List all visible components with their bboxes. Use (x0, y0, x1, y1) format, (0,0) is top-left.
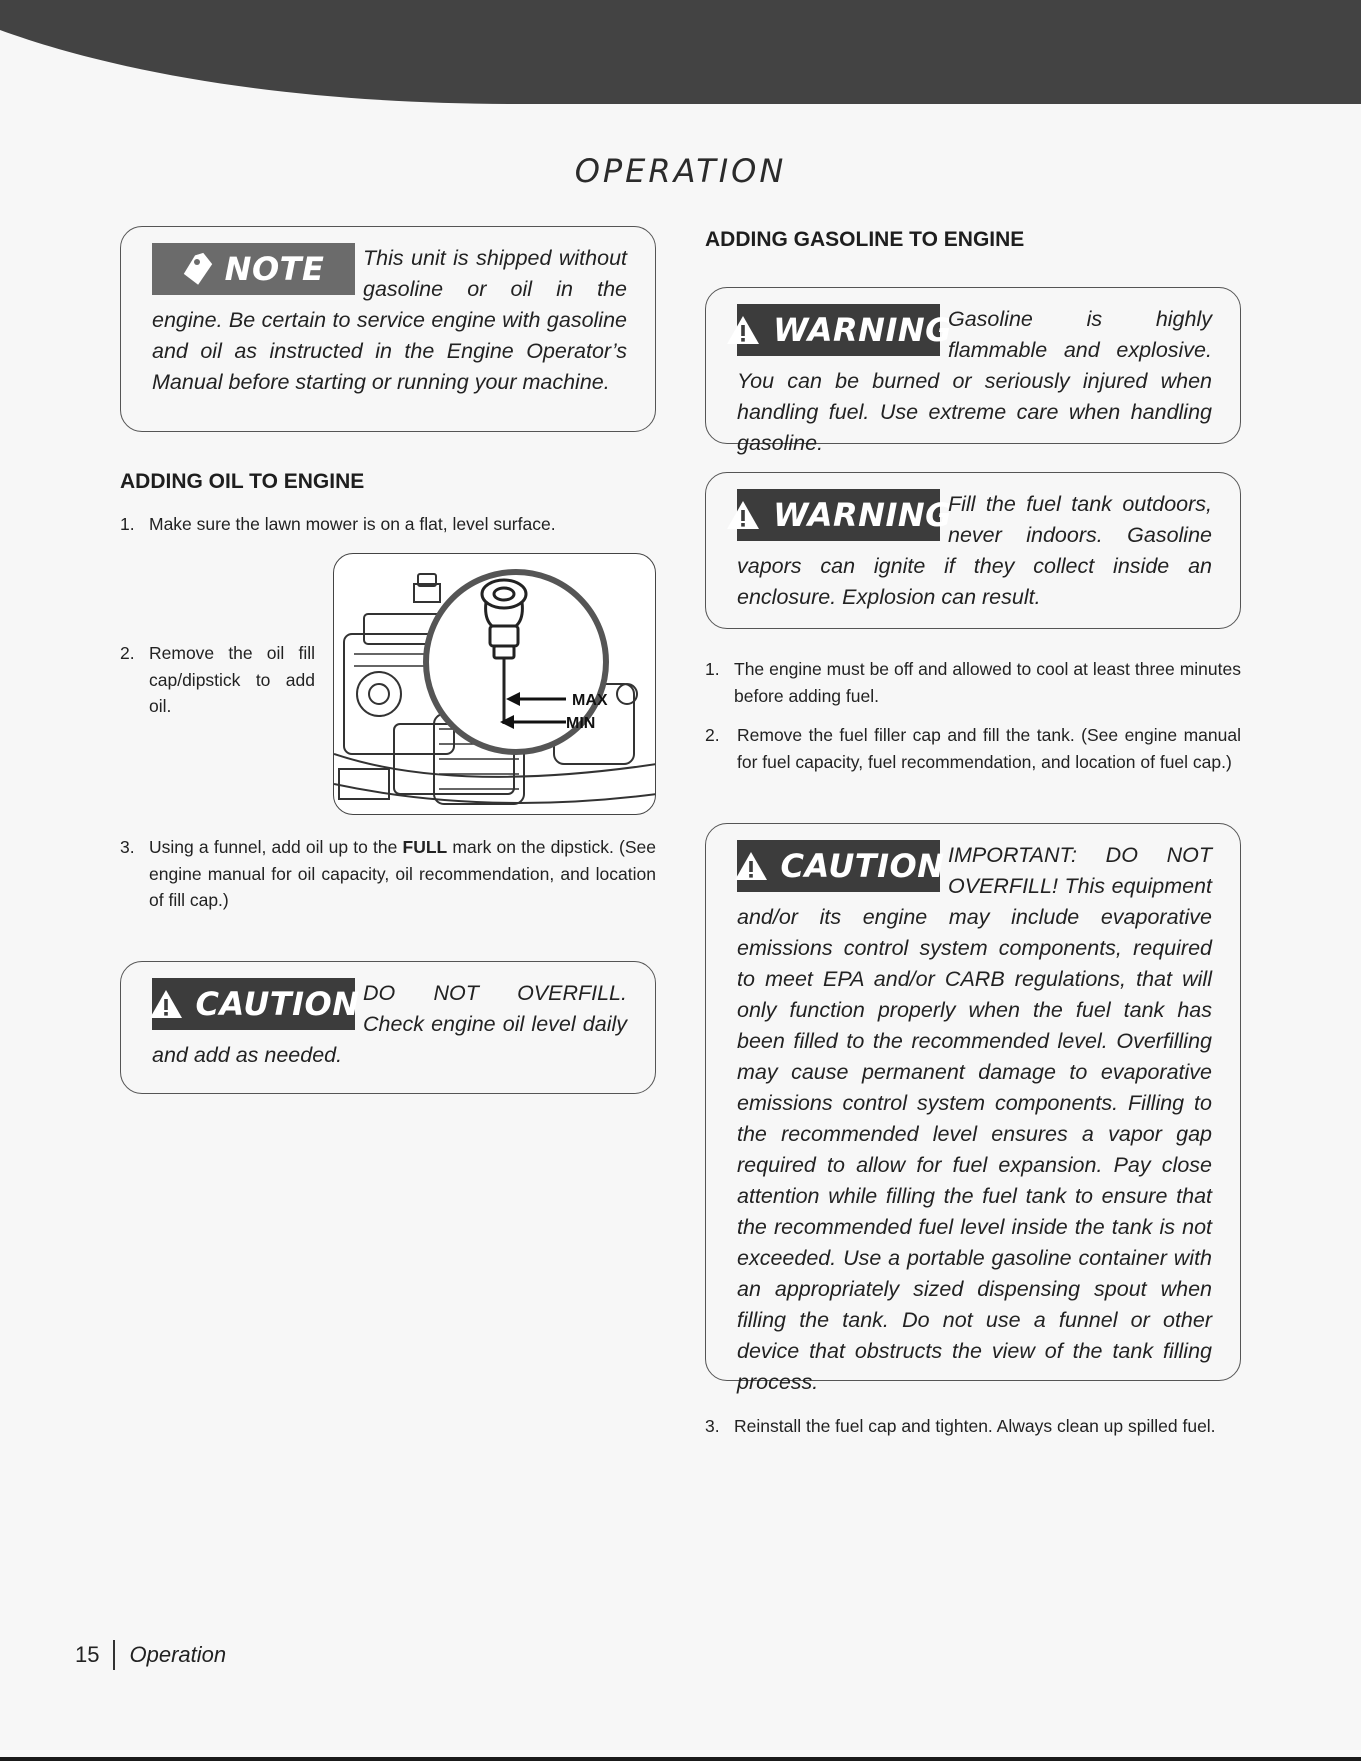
gas-step-2 (705, 722, 1241, 775)
engine-dipstick-illustration (333, 553, 656, 815)
oil-step-1 (120, 511, 660, 538)
oil-section-heading: ADDING OIL TO ENGINE (120, 470, 365, 493)
note-box (120, 226, 656, 432)
gas-caution-badge (737, 840, 945, 892)
oil-step-3-text: Using a funnel, add oil up to the (149, 837, 403, 857)
gas-warning-2-badge (737, 489, 952, 541)
oil-caution-badge-label: CAUTION (195, 985, 360, 1023)
gas-warning-1-badge (737, 304, 952, 356)
oil-step-2 (120, 640, 315, 720)
tag-icon (183, 251, 213, 287)
gas-section-heading: ADDING GASOLINE TO ENGINE (705, 228, 1025, 251)
bottom-rule (0, 1757, 1361, 1761)
page-number: 15 (75, 1642, 100, 1667)
warning-triangle-icon (725, 499, 761, 531)
gas-step-2-number: 2. (705, 725, 720, 745)
gas-warning-box-1 (705, 287, 1241, 455)
gas-warning-1-badge-label: WARNING (773, 311, 952, 349)
gas-caution-box (705, 823, 1241, 1394)
oil-step-3 (120, 834, 656, 914)
dipstick-min-label: MIN (566, 715, 596, 732)
oil-step-1-text: Make sure the lawn mower is on a flat, level surface. (149, 514, 556, 534)
oil-caution-text: DO NOT OVERFILL. Check engine oil level daily and add as needed. (152, 981, 627, 1067)
oil-step-2-text: Remove the oil fill cap/dipstick to add oil. (149, 643, 315, 716)
gas-step-3 (705, 1413, 1241, 1440)
full-mark-label: FULL (402, 837, 448, 857)
gas-caution-text: IMPORTANT: DO NOT OVERFILL! This equipment and/or its engine may include evaporative emissions control system components, required to meet EPA and/or CARB regulations, that will only function properly when the fuel tank has been filled to the recommended level. Overfilling may cause permanent damage to evaporative emissions control system components. Filling to the recommended level ensures a vapor gap required to allow for fuel expansion. Pay close attention while filling the fuel tank to ensure that the recommended fuel level inside the tank is not exceeded. Use a portable gasoline container with an appropriately sized dispensing spout when filling the tank. Do not use a funnel or other device that obstructs the view of the tank filling process. (737, 843, 1212, 1394)
header-band (0, 0, 1361, 110)
gas-caution-badge-label: CAUTION (780, 847, 945, 885)
footer-section-label: Operation (129, 1642, 227, 1667)
gas-warning-2-badge-label: WARNING (773, 496, 952, 534)
gas-step-1-text: The engine must be off and allowed to cool at least three minutes before adding fuel. (734, 659, 1241, 706)
warning-triangle-icon (725, 314, 761, 346)
gas-warning-2-text: Fill the fuel tank outdoors, never indoors. Gasoline vapors can ignite if they collect inside an enclosure. Explosion can result. (737, 492, 1212, 609)
dipstick-max-label: MAX (572, 692, 608, 709)
gas-step-2-text: Remove the fuel filler cap and fill the tank. (See engine manual for fuel capacity, fuel recommendation, and location of fuel cap.) (737, 725, 1241, 772)
oil-caution-badge (152, 978, 360, 1030)
oil-step-2-number: 2. (120, 643, 135, 663)
oil-caution-box (120, 961, 656, 1094)
warning-triangle-icon (148, 988, 184, 1020)
note-badge (152, 243, 355, 295)
gas-step-1-number: 1. (705, 659, 720, 679)
oil-step-1-number: 1. (120, 514, 135, 534)
footer-divider (113, 1640, 115, 1670)
page-footer (75, 1640, 226, 1670)
gas-step-1 (705, 656, 1241, 709)
page-title: OPERATION (574, 152, 787, 190)
gas-warning-1-text: Gasoline is highly flammable and explosive. You can be burned or seriously injured when handling fuel. Use extreme care when handling gasoline. (737, 307, 1212, 455)
oil-step-3-number: 3. (120, 837, 135, 857)
note-text: This unit is shipped without gasoline or oil in the engine. Be certain to service engine with gasoline and oil as instructed in the Engine Operator’s Manual before starting or running your machine. (152, 246, 627, 394)
warning-triangle-icon (733, 850, 769, 882)
gas-step-3-text: Reinstall the fuel cap and tighten. Always clean up spilled fuel. (734, 1416, 1216, 1436)
gas-warning-box-2 (705, 472, 1241, 629)
oil-step-3-text-rest: mark on the dipstick. (See engine manual for oil capacity, oil recommendation, and location of fill cap.) (149, 837, 656, 910)
gas-step-3-number: 3. (705, 1416, 720, 1436)
note-badge-label: NOTE (224, 250, 325, 288)
